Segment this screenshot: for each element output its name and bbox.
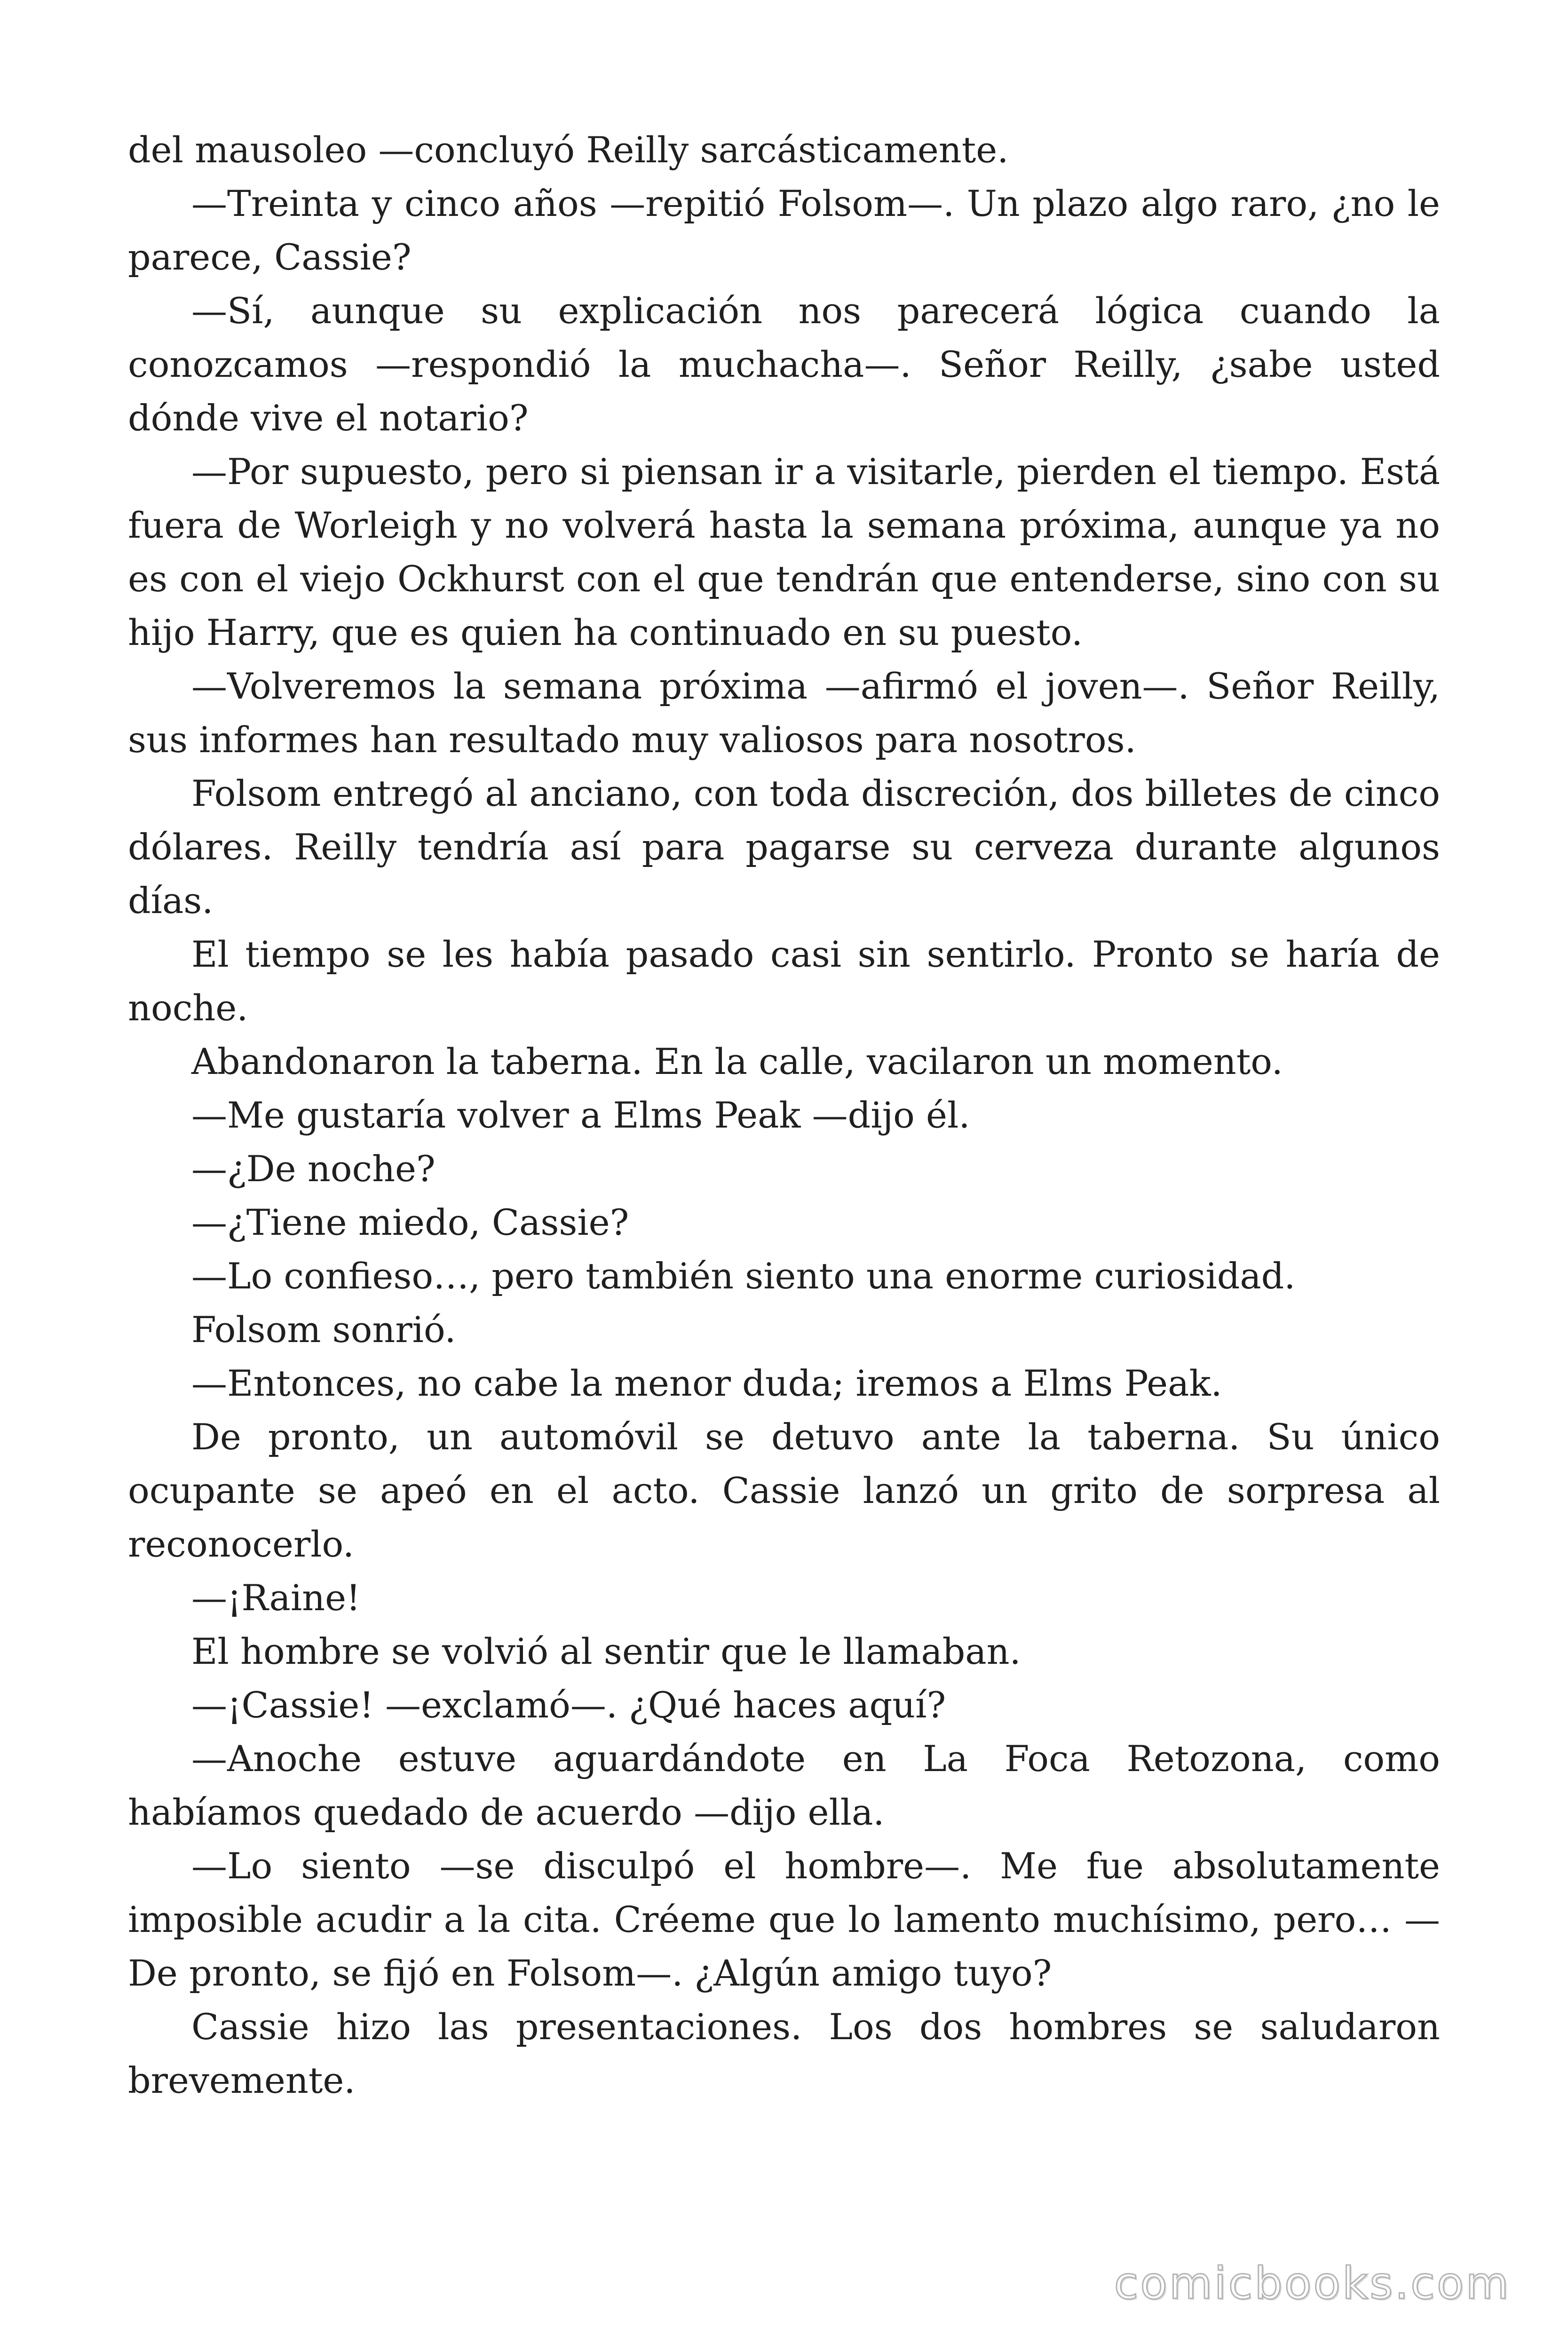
paragraph: —¡Raine!: [191, 1577, 361, 1619]
paragraph: El tiempo se les había pasado casi sin sentirlo. Pronto se haría de noche.: [128, 933, 1440, 1029]
paragraph: —Treinta y cinco años —repitió Folsom—. Un plazo algo raro, ¿no le parece, Cassie?: [128, 183, 1440, 278]
paragraph: Folsom sonrió.: [191, 1309, 456, 1351]
paragraph: —Me gustaría volver a Elms Peak —dijo él.: [191, 1094, 970, 1136]
paragraph: —Entonces, no cabe la menor duda; iremos a Elms Peak.: [191, 1362, 1222, 1404]
paragraph: —Volveremos la semana próxima —afirmó el joven—. Señor Reilly, sus informes han resultado muy valiosos para nosotros.: [128, 665, 1440, 761]
paragraph: Abandonaron la taberna. En la calle, vacilaron un momento.: [191, 1041, 1283, 1082]
paragraph: Cassie hizo las presentaciones. Los dos hombres se saludaron brevemente.: [128, 2006, 1440, 2101]
paragraph: —Por supuesto, pero si piensan ir a visitarle, pierden el tiempo. Está fuera de Worleigh y no volverá hasta la semana próxima, aunque ya no es con el viejo Ockhurst con el que tendrán que entenderse, sino con su hijo Harry, que es quien ha continuado en su puesto.: [128, 451, 1440, 653]
paragraph: —¿Tiene miedo, Cassie?: [191, 1201, 629, 1243]
paragraph: Folsom entregó al anciano, con toda discreción, dos billetes de cinco dólares. Reilly tendría así para pagarse su cerveza durante algunos días.: [128, 772, 1440, 922]
page-text: [128, 123, 1440, 2107]
paragraph: —Anoche estuve aguardándote en La Foca Retozona, como habíamos quedado de acuerdo —dijo ella.: [128, 1738, 1440, 1833]
paragraph: —¡Cassie! —exclamó—. ¿Qué haces aquí?: [191, 1684, 946, 1726]
watermark: comicbooks.com: [1114, 2258, 1511, 2309]
paragraph: —¿De noche?: [191, 1148, 436, 1190]
paragraph: El hombre se volvió al sentir que le llamaban.: [191, 1630, 1021, 1672]
paragraph: —Lo confieso…, pero también siento una enorme curiosidad.: [191, 1255, 1296, 1297]
paragraph: De pronto, un automóvil se detuvo ante la taberna. Su único ocupante se apeó en el acto. Cassie lanzó un grito de sorpresa al reconocerlo.: [128, 1416, 1440, 1565]
paragraph: —Sí, aunque su explicación nos parecerá lógica cuando la conozcamos —respondió la muchacha—. Señor Reilly, ¿sabe usted dónde vive el notario?: [128, 290, 1440, 439]
paragraph: del mausoleo —concluyó Reilly sarcásticamente.: [128, 129, 1009, 171]
paragraph: —Lo siento —se disculpó el hombre—. Me fue absolutamente imposible acudir a la cita. Créeme que lo lamento muchísimo, pero… —De pronto, se fijó en Folsom—. ¿Algún amigo tuyo?: [128, 1845, 1440, 1994]
